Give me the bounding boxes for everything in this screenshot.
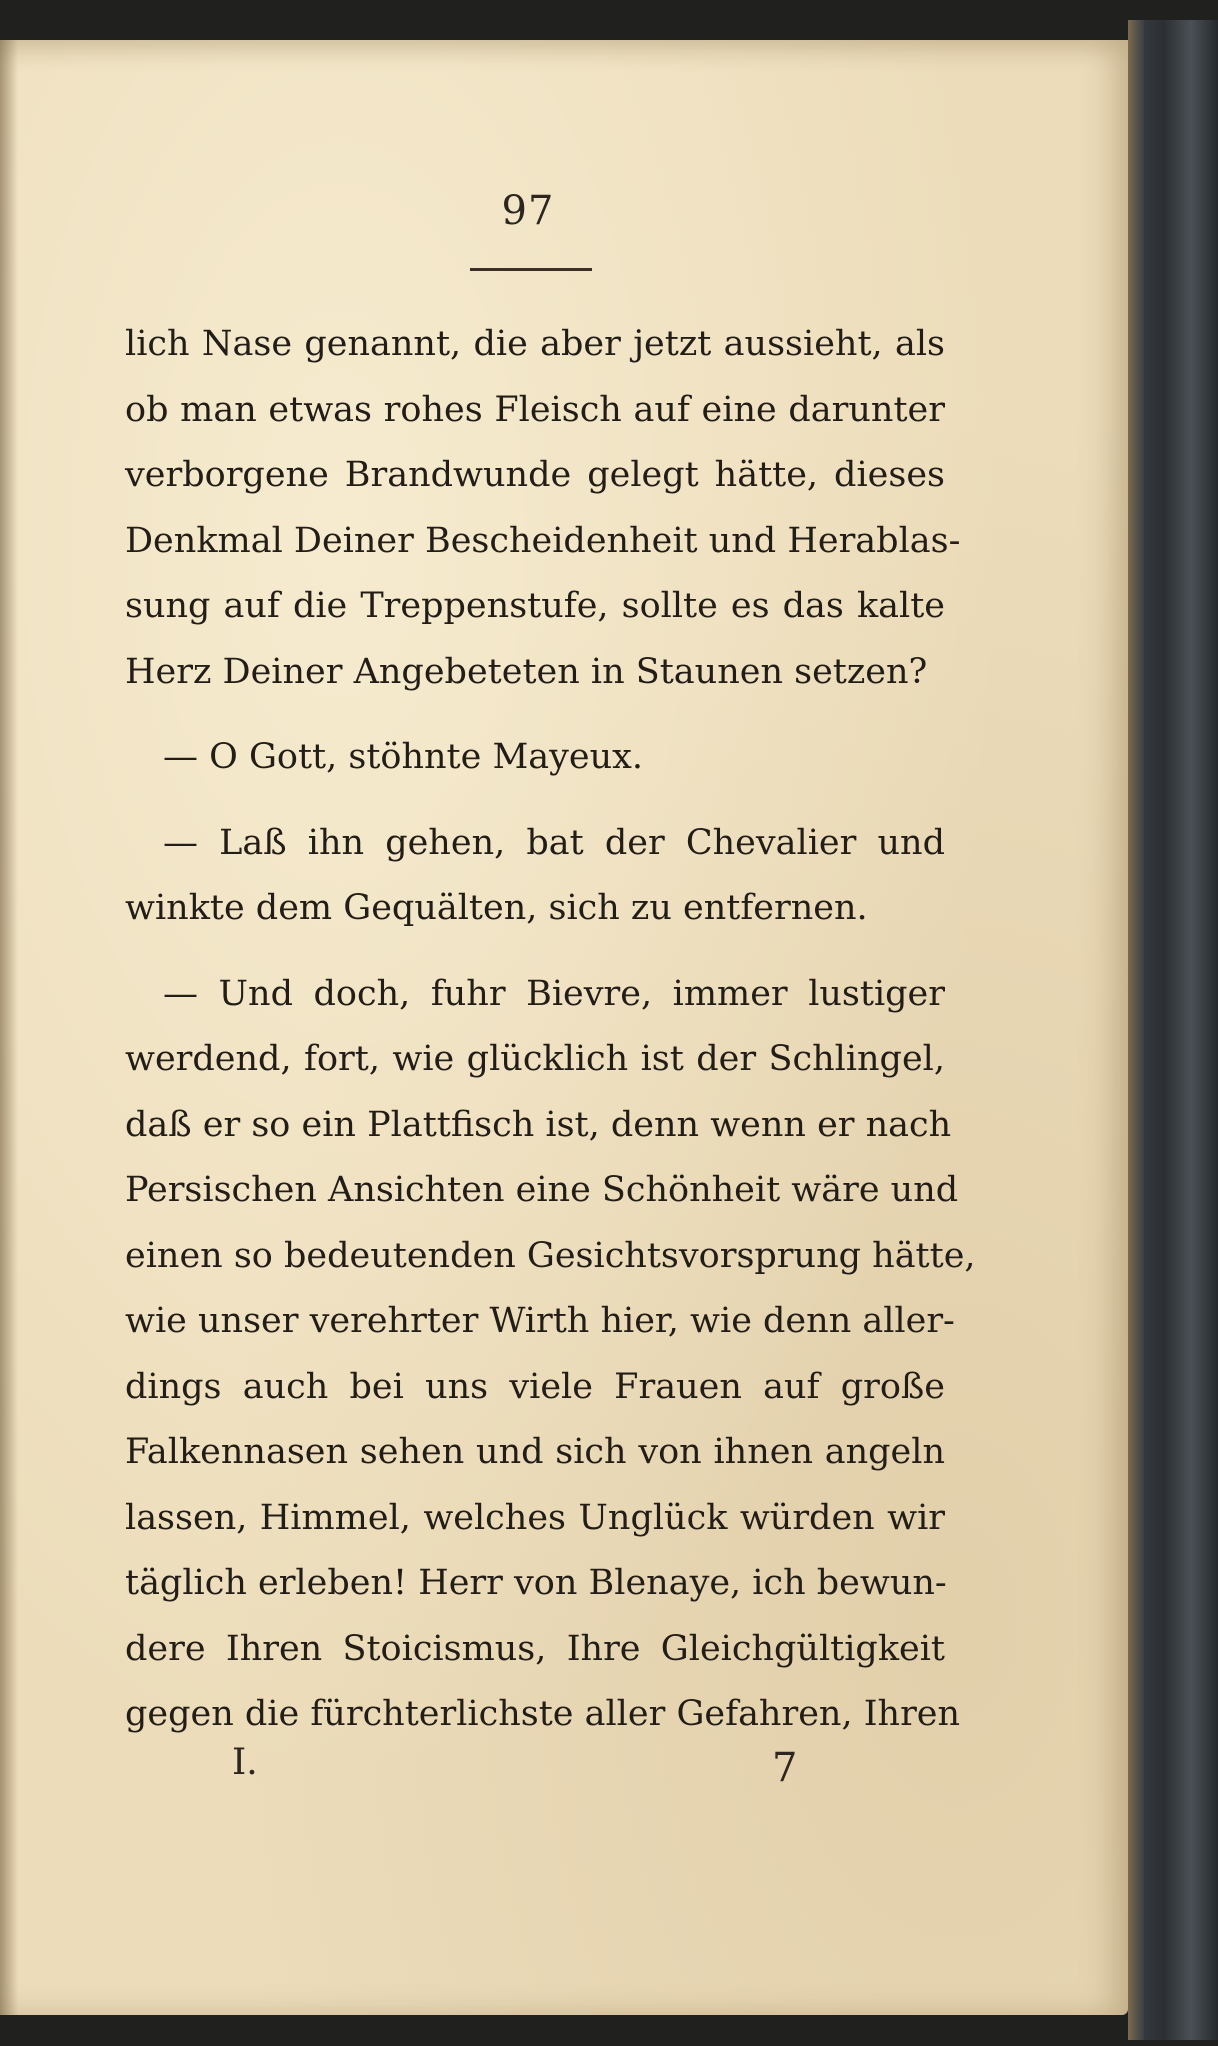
text-line: wie unser verehrter Wirth hier, wie denn aller- xyxy=(125,1301,955,1341)
text-line: verborgene Brandwunde gelegt hätte, dieses xyxy=(125,455,945,495)
text-line: daß er so ein Plattfisch ist, denn wenn er nach xyxy=(125,1104,952,1145)
text-line: werdend, fort, wie glücklich ist der Schlingel, xyxy=(125,1039,945,1079)
text-line: lich Nase genannt, die aber jetzt aussieht, als xyxy=(125,324,945,364)
text-line: täglich erleben! Herr von Blenaye, ich bewun- xyxy=(125,1563,947,1603)
header-rule xyxy=(470,268,592,271)
page-gutter-shadow xyxy=(0,40,18,2015)
paragraph xyxy=(125,811,945,942)
cover-shadow xyxy=(1128,20,1144,2040)
text-line: einen so bedeutenden Gesichtsvorsprung hätte, xyxy=(125,1235,976,1276)
text-line: Herz Deiner Angebeteten in Staunen setzen? xyxy=(125,651,928,692)
book-cover-edge xyxy=(1128,20,1218,2040)
sheet-number: 7 xyxy=(772,1745,798,1791)
text-line: sung auf die Treppenstufe, sollte es das kalte xyxy=(125,586,945,626)
text-line: ob man etwas rohes Fleisch auf eine darunter xyxy=(125,389,945,430)
text-line: — O Gott, stöhnte Mayeux. xyxy=(163,737,644,777)
paragraph xyxy=(125,962,976,1748)
text-line: Falkennasen sehen und sich von ihnen angeln xyxy=(125,1432,945,1472)
text-line: Persischen Ansichten eine Schönheit wäre und xyxy=(125,1170,959,1210)
paragraph xyxy=(125,725,945,791)
text-line: gegen die fürchterlichste aller Gefahren, Ihren xyxy=(125,1694,961,1734)
signature-mark: I. xyxy=(232,1742,258,1783)
text-line: Denkmal Deiner Bescheidenheit und Herablas- xyxy=(125,520,961,561)
text-line: — Und doch, fuhr Bievre, immer lustiger xyxy=(163,973,945,1014)
text-line: lassen, Himmel, welches Unglück würden wir xyxy=(125,1497,945,1538)
page-number: 97 xyxy=(501,188,555,234)
text-line: winkte dem Gequälten, sich zu entfernen. xyxy=(125,888,868,928)
body-text xyxy=(125,312,976,1748)
text-line: dings auch bei uns viele Frauen auf große xyxy=(125,1366,945,1407)
paragraph xyxy=(125,312,961,705)
text-line: dere Ihren Stoicismus, Ihre Gleichgültigkeit xyxy=(125,1628,945,1669)
text-line: — Laß ihn gehen, bat der Chevalier und xyxy=(163,822,945,863)
